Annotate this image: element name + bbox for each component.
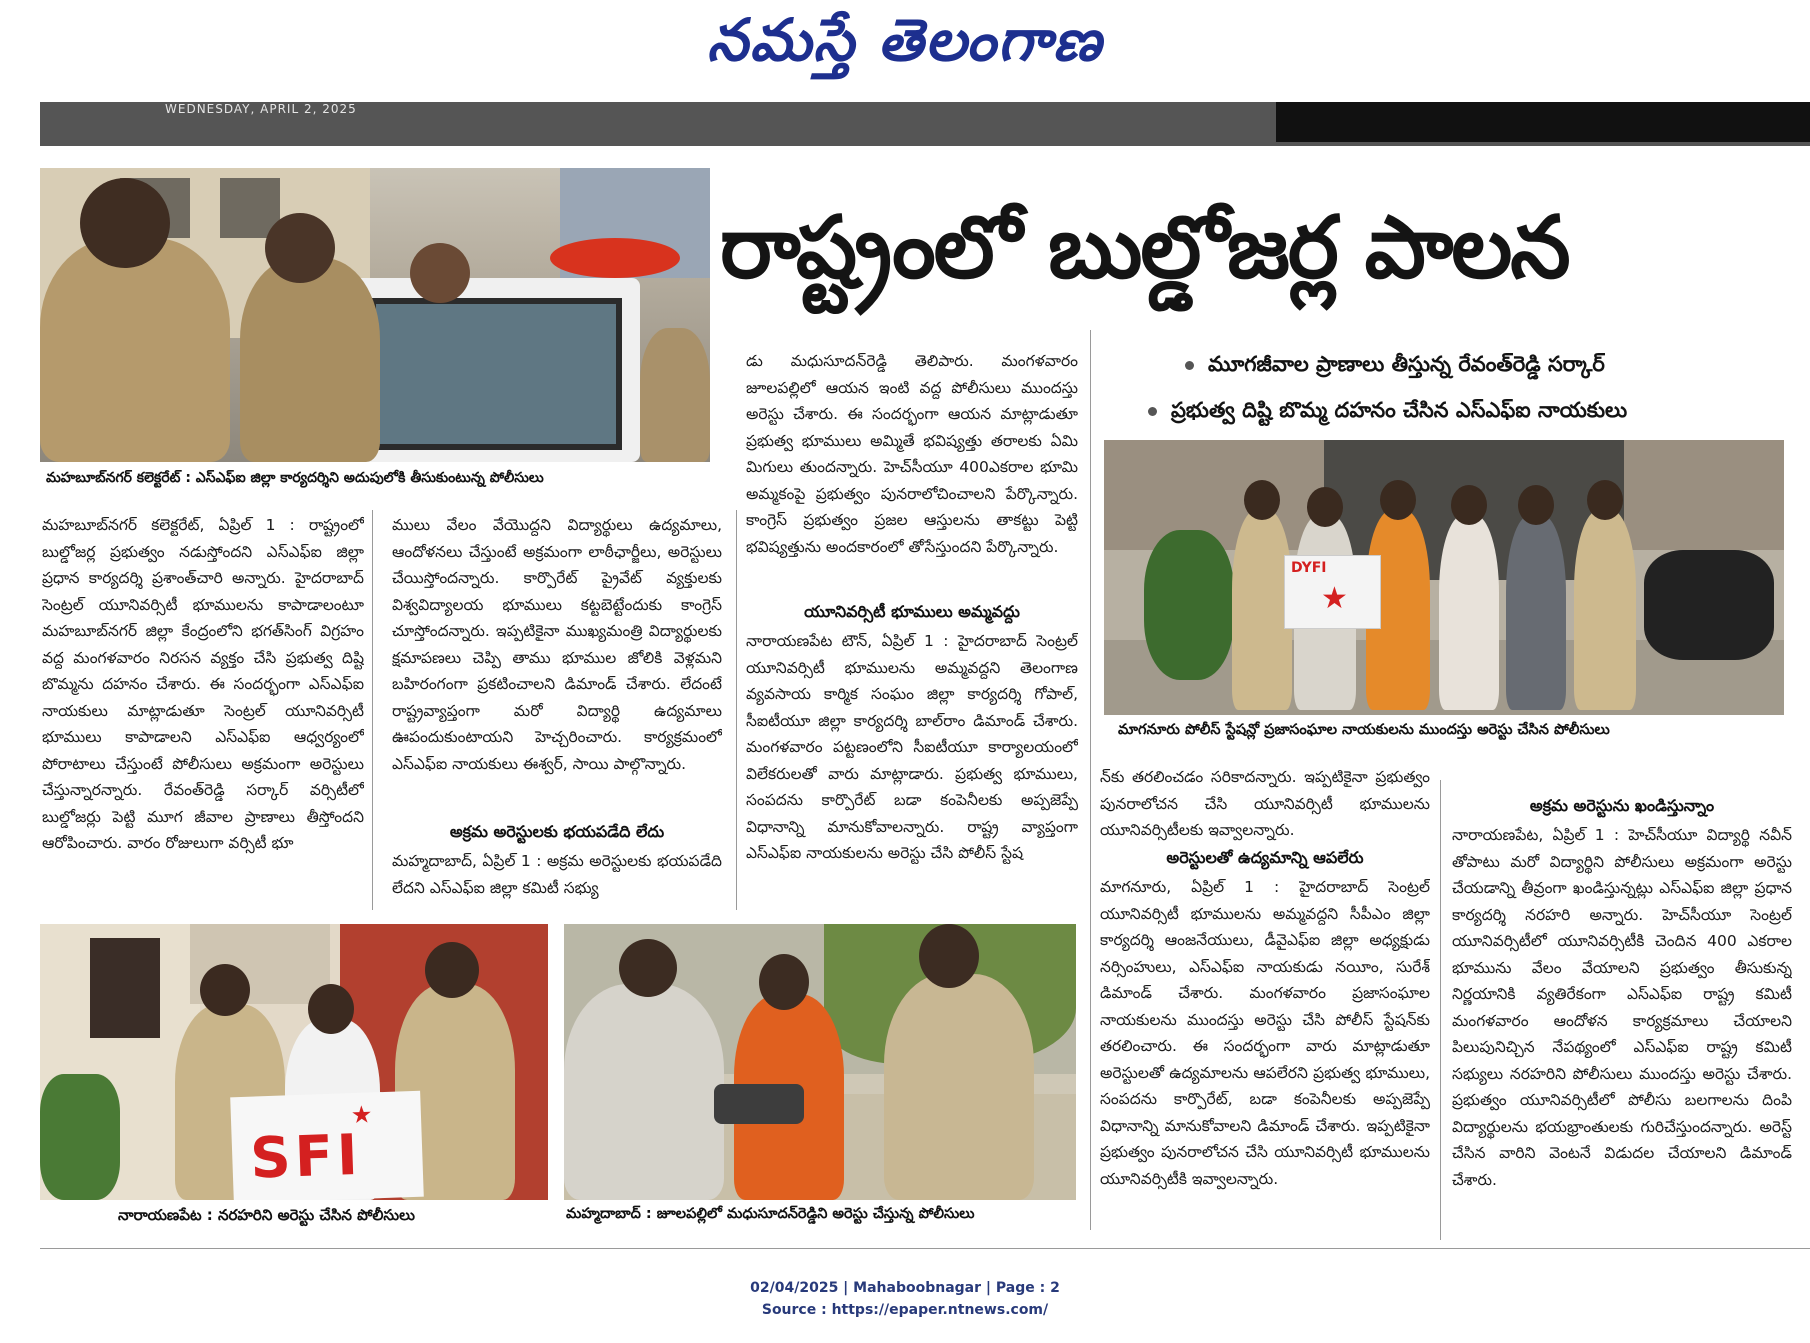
bullet-1-text: మూగజీవాల ప్రాణాలు తీస్తున్న రేవంత్‌రెడ్డి సర్కార్ bbox=[1208, 352, 1605, 376]
article-column-3b bbox=[746, 628, 1078, 910]
article-column-1 bbox=[42, 512, 364, 907]
photo-maganur-group bbox=[1104, 440, 1784, 715]
column-3-text: డు మధుసూదన్‌రెడ్డి తెలిపారు. మంగళవారం జూలపల్లిలో ఆయన ఇంటి వద్ద పోలీసులు ముందస్తు అరెస్టు చేశారు. ఈ సందర్భంగా ఆయన మాట్లాడుతూ ప్రభుత్వ భూములు అమ్మితే భవిష్యత్తు తరాలకు ఏమి మిగులు తుందన్నారు. హెచ్‌సీయూ 400ఎకరాల భూమి అమ్మకంపై ప్రభుత్వం పునరాలోచించాలని పేర్కొన్నారు. కాంగ్రెస్ ప్రభుత్వం ప్రజల ఆస్తులను తాకట్టు పెట్టి భవిష్యత్తును అందకారంలో తోసేస్తుందని పేర్కొన్నారు. bbox=[746, 352, 1078, 556]
date-band bbox=[40, 102, 1810, 146]
subhead-dont-sell-lands: యూనివర్సిటీ భూములు అమ్మవద్దు bbox=[804, 602, 1020, 621]
column-2-text: ములు వేలం వేయొద్దని విద్యార్థులు ఉద్యమాలు, ఆందోళనలు చేస్తుంటే అక్రమంగా లాఠీఛార్జీలు, అరెస్టులు చేయిస్తోందన్నారు. కార్పొరేట్ ప్రైవేట్ వ్యక్తులకు విశ్వవిద్యాలయ భూములు కట్టబెట్టేందుకు కాంగ్రెస్ చూస్తోందన్నారు. ఇప్పటికైనా ముఖ్యమంత్రి విద్యార్థులకు క్షమాపణలు చెప్పి తాము భూముల జోలికి వెళ్లమని బహిరంగంగా ప్రకటించాలని డిమాండ్ చేశారు. లేదంటే రాష్ట్రవ్యాప్తంగా మరో విద్యార్థి ఉద్యమాలు ఊపందుకుంటాయని హెచ్చరించారు. కార్యక్రమంలో ఎస్‌ఎఫ్‌ఐ నాయకులు ఈశ్వర్, సాయి పాల్గొన్నారు. bbox=[392, 516, 722, 773]
bullet-2-text: ప్రభుత్వ దిష్టి బొమ్మ దహనం చేసిన ఎస్‌ఎఫ్‌ఐ నాయకులు bbox=[1171, 398, 1628, 422]
main-headline: రాష్ట్రంలో బుల్డోజర్ల పాలన bbox=[720, 198, 1569, 298]
article-column-2b bbox=[392, 848, 722, 904]
caption-photo-collectorate: మహబూబ్‌నగర్ కలెక్టరేట్ : ఎస్‌ఎఫ్‌ఐ జిల్లా కార్యదర్శిని అదుపులోకి తీసుకుంటున్న పోలీసులు bbox=[46, 470, 544, 486]
subhead-condemn-arrest: అక్రమ అరెస్టును ఖండిస్తున్నాం bbox=[1529, 796, 1715, 815]
article-column-3 bbox=[746, 348, 1078, 598]
subhead-cannot-stop: అరెస్టులతో ఉద్యమాన్ని ఆపలేరు bbox=[1166, 848, 1364, 867]
masthead bbox=[0, 0, 1810, 95]
section-banner bbox=[1276, 102, 1810, 142]
red-star-icon: ★ bbox=[1321, 581, 1348, 616]
bullet-dot-icon bbox=[1185, 361, 1194, 370]
photo-collectorate-arrest bbox=[40, 168, 710, 462]
dyfi-flag-text: DYFI bbox=[1291, 560, 1327, 576]
photo-mahmudabad-arrest bbox=[564, 924, 1076, 1200]
footer-page-info: 02/04/2025 | Mahaboobnagar | Page : 2 bbox=[750, 1280, 1060, 1296]
sfi-banner-text: SFI bbox=[249, 1122, 363, 1192]
column-4-text: న్‌కు తరలించడం సరికాదన్నారు. ఇప్పటికైనా ప్రభుత్వం పునరాలోచన చేసి యూనివర్సిటీ భూములను యూనివర్సిటీలకు ఇవ్వాలన్నారు. bbox=[1100, 768, 1430, 839]
bullet-2 bbox=[1148, 398, 1627, 428]
caption-photo-mahmudabad: మహ్మదాబాద్ : జూలపల్లిలో మధుసూదన్‌రెడ్డిని అరెస్టు చేస్తున్న పోలీసులు bbox=[566, 1206, 975, 1222]
article-column-4 bbox=[1100, 764, 1430, 844]
caption-photo-maganur: మాగనూరు పోలీస్ స్టేషన్లో ప్రజాసంఘాల నాయకులను ముందస్తు అరెస్టు చేసిన పోలీసులు bbox=[1118, 722, 1610, 738]
sfi-banner bbox=[230, 1091, 424, 1200]
column-1-text: మహబూబ్‌నగర్ కలెక్టరేట్, ఏప్రిల్ 1 : రాష్ట్రంలో బుల్డోజర్ల ప్రభుత్వం నడుస్తోందని ఎస్‌ఎఫ్‌ఐ జిల్లా ప్రధాన కార్యదర్శి ప్రశాంత్‌చారి అన్నారు. హైదరాబాద్ సెంట్రల్ యూనివర్సిటీ భూములను కాపాడాలంటూ మహబూబ్‌నగర్ జిల్లా కేంద్రంలోని భగత్‌సింగ్ విగ్రహం వద్ద మంగళవారం నిరసన వ్యక్తం చేసి ప్రభుత్వ దిష్టి బొమ్మను దహనం చేశారు. ఈ సందర్భంగా ఎస్‌ఎఫ్‌ఐ నాయకులు మాట్లాడుతూ సెంట్రల్ యూనివర్సిటీ భూములు కాపాడాలని ఎస్‌ఎఫ్‌ఐ ఆధ్వర్యంలో పోరాటాలు చేస్తుంటే పోలీసులు అక్రమంగా అరెస్టులు చేస్తున్నారన్నారు. రేవంత్‌రెడ్డి సర్కార్ వర్సిటీలో బుల్డోజర్లు పెట్టి మూగ జీవాల ప్రాణాలు తీస్తోందని ఆరోపించారు. వారం రోజులుగా వర్సిటీ భూ bbox=[42, 516, 364, 852]
article-column-5 bbox=[1452, 822, 1792, 1236]
article-column-4b bbox=[1100, 874, 1430, 1236]
issue-date: WEDNESDAY, APRIL 2, 2025 bbox=[165, 102, 357, 116]
bullet-1 bbox=[1185, 352, 1605, 382]
photo-narayanpet-arrest bbox=[40, 924, 548, 1200]
red-star-icon: ★ bbox=[350, 1100, 373, 1130]
newspaper-logo: నమస్తే తెలంగాణ bbox=[707, 6, 1103, 74]
subhead-no-fear: అక్రమ అరెస్టులకు భయపడేది లేదు bbox=[449, 822, 665, 841]
column-5-text: నారాయణపేట, ఏప్రిల్ 1 : హెచ్‌సీయూ విద్యార్థి నవీన్ తోపాటు మరో విద్యార్థిని పోలీసులు అక్రమంగా అరెస్టు చేయడాన్ని తీవ్రంగా ఖండిస్తున్నట్లు ఎస్‌ఎఫ్‌ఐ జిల్లా ప్రధాన కార్యదర్శి నరహరి అన్నారు. హెచ్‌సీయూ సెంట్రల్ యూనివర్సిటీలో యూనివర్సిటీకి చెందిన 400 ఎకరాల భూమును వేలం వేయాలని ప్రభుత్వం తీసుకున్న నిర్ణయానికి వ్యతిరేకంగా ఎస్‌ఎఫ్‌ఐ రాష్ట్ర కమిటీ మంగళవారం ఆందోళన కార్యక్రమాలు చేయాలని పిలుపునిచ్చిన నేపథ్యంలో ఎస్‌ఎఫ్‌ఐ రాష్ట్ర కమిటీ సభ్యులు నరహరిని పోలీసులు ముందస్తు అరెస్టు చేశారు. ప్రభుత్వం యూనివర్సిటీలో పోలీసు బలగాలను దింపి విద్యార్థులను భయభ్రాంతులకు గురిచేస్తుందన్నారు. అరెస్ట్ చేసిన వారిని వెంటనే విడుదల చేయాలని డిమాండ్ చేశారు. bbox=[1452, 826, 1792, 1189]
column-3b-text: నారాయణపేట టౌన్, ఏప్రిల్ 1 : హైదరాబాద్ సెంట్రల్ యూనివర్సిటీ భూములను అమ్మవద్దని తెలంగాణ వ్యవసాయ కార్మిక సంఘం జిల్లా కార్యదర్శి గోపాల్, సీఐటీయూ జిల్లా కార్యదర్శి బాల్‌రాం డిమాండ్ చేశారు. మంగళవారం పట్టణంలోని సీఐటీయూ కార్యాలయంలో విలేకరులతో వారు మాట్లాడారు. ప్రభుత్వ భూములు, సంపదను కార్పొరేట్ బడా కంపెనీలకు అప్పజెప్పే విధానాన్ని మానుకోవాలన్నారు. రాష్ట్ర వ్యాప్తంగా ఎస్‌ఎఫ్‌ఐ నాయకులను అరెస్టు చేసి పోలీస్ స్టేష bbox=[746, 632, 1078, 862]
caption-photo-narayanpet: నారాయణపేట : నరహరిని అరెస్టు చేసిన పోలీసులు bbox=[118, 1206, 415, 1224]
footer-source-link[interactable]: Source : https://epaper.ntnews.com/ bbox=[761, 1302, 1049, 1318]
column-2b-text: మహ్మదాబాద్, ఏప్రిల్ 1 : అక్రమ అరెస్టులకు భయపడేది లేదని ఎస్‌ఎఫ్‌ఐ జిల్లా కమిటీ సభ్యు bbox=[392, 852, 722, 897]
dyfi-flag bbox=[1284, 555, 1381, 629]
bullet-dot-icon bbox=[1148, 407, 1157, 416]
column-4b-text: మాగనూరు, ఏప్రిల్ 1 : హైదరాబాద్ సెంట్రల్ యూనివర్సిటీ భూములను అమ్మవద్దని సీపీఎం జిల్లా కార్యదర్శి ఆంజనేయులు, డీవైఎఫ్‌ఐ జిల్లా అధ్యక్షుడు నర్సింహులు, ఎస్‌ఎఫ్‌ఐ నాయకుడు నయీం, సురేశ్ డిమాండ్ చేశారు. మంగళవారం ప్రజాసంఘాల నాయకులను ముందస్తు అరెస్టు చేసి పోలీస్ స్టేషన్‌కు తరలించారు. ఈ సందర్భంగా వారు మాట్లాడుతూ అరెస్టులతో ఉద్యమాలను ఆపలేరని ప్రభుత్వ భూములు, సంపదను కార్పొరేట్, బడా కంపెనీలకు అప్పజెప్పే విధానాన్ని మానుకోవాలని డిమాండ్ చేశారు. ఇప్పటికైనా ప్రభుత్వం పునరాలోచన చేసి యూనివర్సిటీ భూములను యూనివర్సిటీకి ఇవ్వాలన్నారు. bbox=[1100, 878, 1430, 1188]
article-column-2 bbox=[392, 512, 722, 820]
